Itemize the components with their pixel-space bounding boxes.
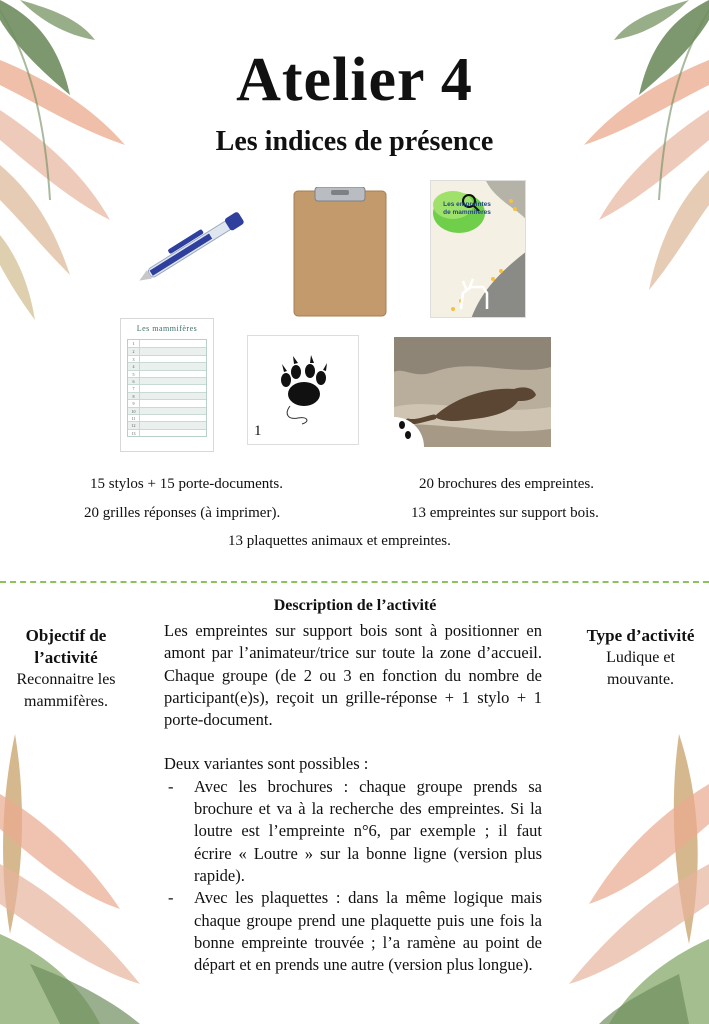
leaf-decoration-bottom-right	[559, 734, 709, 1024]
brochure-image	[430, 180, 526, 318]
activity-type-block	[578, 625, 703, 691]
description-intro: Les empreintes sur support bois sont à positionner en amont par l’animateur/trice sur toute la zone d’accueil. Chaque groupe (de 2 ou 3 en fonction du nombre de participant(e)s), reçoit un grille-réponse + 1 stylo + 1 porte-document.	[164, 621, 542, 730]
answer-grid-table	[127, 339, 207, 437]
answer-grid-row	[128, 370, 206, 377]
objective-block	[2, 625, 130, 713]
answer-grid-row-number: 4	[128, 363, 140, 369]
answer-grid-row	[128, 362, 206, 369]
description-body	[164, 620, 542, 976]
footprint-card-image	[247, 335, 359, 445]
answer-grid-row	[128, 421, 206, 428]
answer-grid-row-number: 2	[128, 348, 140, 354]
answer-grid-row	[128, 399, 206, 406]
answer-grid-row	[128, 384, 206, 391]
answer-grid-row-number: 13	[128, 430, 140, 436]
page-title: Atelier 4	[236, 46, 473, 114]
list-item: - Avec les plaquettes : dans la même logique mais chaque groupe prend une plaquette puis une fois la bonne empreinte trouvée ; l’a ramène au point de départ et en prends une autre (version plus longue).	[168, 888, 542, 975]
answer-grid-row-number: 1	[128, 340, 140, 347]
material-item: 13 empreintes sur support bois.	[411, 505, 599, 521]
objective-text: Reconnaitre les mammifères.	[16, 671, 116, 710]
pen-image	[130, 205, 260, 290]
answer-grid-row	[128, 429, 206, 436]
otter-plaque-image	[394, 337, 551, 447]
variants-list	[164, 776, 542, 977]
answer-grid-row-number: 10	[128, 408, 140, 414]
variants-intro: Deux variantes sont possibles :	[164, 754, 369, 774]
answer-grid-title: Les mammifères	[136, 324, 198, 333]
brochure-label: Les empreintes de mammifères	[443, 201, 491, 216]
material-item: 13 plaquettes animaux et empreintes.	[228, 533, 451, 549]
paw-print-icon	[248, 336, 360, 446]
answer-grid-row-number: 3	[128, 356, 140, 362]
answer-grid-row	[128, 340, 206, 347]
answer-grid-image	[120, 318, 214, 452]
description-heading: Description de l’activité	[273, 597, 437, 614]
answer-grid-row	[128, 377, 206, 384]
answer-grid-row	[128, 347, 206, 354]
answer-grid-row-number: 5	[128, 371, 140, 377]
answer-grid-row-number: 12	[128, 422, 140, 428]
material-item: 20 grilles réponses (à imprimer).	[84, 505, 281, 521]
activity-type-text: Ludique et mouvante.	[606, 649, 675, 688]
footprint-number: 1	[254, 423, 262, 439]
answer-grid-row-number: 9	[128, 400, 140, 406]
answer-grid-row-number: 8	[128, 393, 140, 399]
activity-type-heading: Type d’activité	[586, 626, 695, 645]
clipboard-image	[293, 187, 387, 317]
material-item: 15 stylos + 15 porte-documents.	[90, 476, 284, 492]
otter-illustration	[394, 337, 551, 447]
answer-grid-row	[128, 392, 206, 399]
answer-grid-row	[128, 407, 206, 414]
material-item: 20 brochures des empreintes.	[419, 476, 594, 492]
section-divider	[0, 581, 709, 583]
page-subtitle: Les indices de présence	[215, 126, 494, 157]
objective-heading: Objectif de l’activité	[25, 626, 107, 667]
list-item: - Avec les brochures : chaque groupe prends sa brochure et va à la recherche des empreintes. Si la loutre est l’empreinte n°6, par exemple ; il faut écrire « Loutre » sur la bonne ligne (version plus rapide).	[168, 776, 542, 885]
leaf-decoration-bottom-left	[0, 734, 150, 1024]
answer-grid-row	[128, 414, 206, 421]
answer-grid-row-number: 7	[128, 385, 140, 391]
answer-grid-row-number: 6	[128, 378, 140, 384]
answer-grid-row-number: 11	[128, 415, 140, 421]
answer-grid-row	[128, 355, 206, 362]
